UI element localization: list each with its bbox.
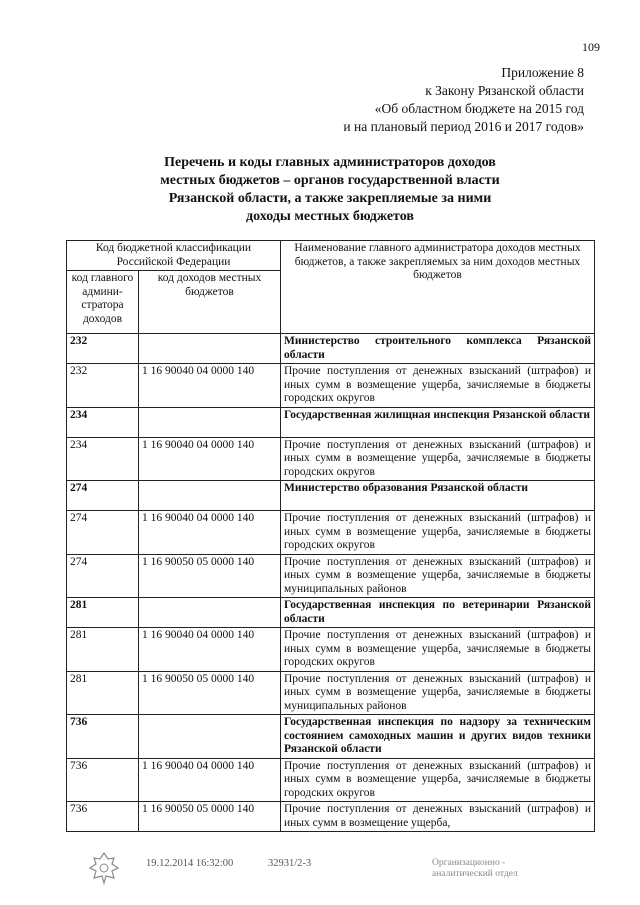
income-row — [67, 758, 595, 802]
income-code-cell: 1 16 90040 04 0000 140 — [139, 511, 281, 555]
income-code-cell — [139, 715, 281, 759]
appendix-line-3: «Об областном бюджете на 2015 год — [374, 101, 584, 116]
income-row — [67, 802, 595, 832]
income-code-cell — [139, 598, 281, 628]
footer-document-number: 32931/2-3 — [268, 858, 312, 869]
name-cell: Министерство образования Рязанской области — [281, 481, 595, 511]
footer-department-line-1: Организационно - — [432, 858, 506, 868]
header-income-code: код доходов местных бюджетов — [139, 271, 281, 334]
admin-code-cell: 281 — [67, 598, 139, 628]
income-code-cell: 1 16 90040 04 0000 140 — [139, 758, 281, 802]
admin-code-cell: 736 — [67, 758, 139, 802]
title-line-4: доходы местных бюджетов — [246, 209, 414, 224]
income-row — [67, 628, 595, 672]
title-line-1: Перечень и коды главных администраторов доходов — [164, 155, 496, 170]
table-body — [67, 334, 595, 832]
income-row — [67, 554, 595, 598]
income-code-cell: 1 16 90050 05 0000 140 — [139, 802, 281, 832]
administrator-row — [67, 334, 595, 364]
name-cell: Государственная жилищная инспекция Рязанской области — [281, 407, 595, 437]
admin-code-cell: 736 — [67, 802, 139, 832]
name-cell: Министерство строительного комплекса Рязанской области — [281, 334, 595, 364]
page-number: 109 — [582, 40, 600, 54]
admin-code-cell: 274 — [67, 554, 139, 598]
admin-code-cell: 736 — [67, 715, 139, 759]
admin-code-cell: 274 — [67, 481, 139, 511]
income-code-cell — [139, 334, 281, 364]
income-row — [67, 364, 595, 408]
name-cell: Прочие поступления от денежных взысканий (штрафов) и иных сумм в возмещение ущерба, зачисляемые в бюджеты городских округов — [281, 364, 595, 408]
appendix-reference — [343, 64, 584, 136]
admin-code-cell: 281 — [67, 628, 139, 672]
income-row — [67, 437, 595, 481]
name-cell: Прочие поступления от денежных взысканий (штрафов) и иных сумм в возмещение ущерба, зачисляемые в бюджеты муниципальных районов — [281, 554, 595, 598]
document-title — [120, 154, 540, 226]
income-code-cell: 1 16 90040 04 0000 140 — [139, 628, 281, 672]
admin-code-cell: 232 — [67, 364, 139, 408]
name-cell: Государственная инспекция по ветеринарии Рязанской области — [281, 598, 595, 628]
admin-code-cell: 274 — [67, 511, 139, 555]
footer-datetime: 19.12.2014 16:32:00 — [146, 858, 234, 869]
title-line-3: Рязанской области, а также закрепляемые за ними — [168, 191, 492, 206]
admin-code-cell: 232 — [67, 334, 139, 364]
name-cell: Прочие поступления от денежных взысканий (штрафов) и иных сумм в возмещение ущерба, — [281, 802, 595, 832]
admin-code-cell: 281 — [67, 671, 139, 715]
income-code-cell — [139, 407, 281, 437]
administrator-row — [67, 481, 595, 511]
income-code-cell: 1 16 90050 05 0000 140 — [139, 554, 281, 598]
name-cell: Прочие поступления от денежных взысканий (штрафов) и иных сумм в возмещение ущерба, зачисляемые в бюджеты городских округов — [281, 511, 595, 555]
footer-department — [432, 858, 518, 880]
income-row — [67, 511, 595, 555]
name-cell: Государственная инспекция по надзору за техническим состоянием самоходных машин и других видов техники Рязанской области — [281, 715, 595, 759]
appendix-line-1: Приложение 8 — [501, 65, 584, 80]
header-classification: Код бюджетной классификации Российской Федерации — [67, 241, 281, 271]
coat-of-arms-icon — [84, 850, 124, 886]
administrator-row — [67, 598, 595, 628]
appendix-line-4: и на плановый период 2016 и 2017 годов» — [343, 119, 584, 134]
income-code-cell: 1 16 90040 04 0000 140 — [139, 437, 281, 481]
income-code-cell: 1 16 90050 05 0000 140 — [139, 671, 281, 715]
income-row — [67, 671, 595, 715]
admin-code-cell: 234 — [67, 437, 139, 481]
admin-code-cell: 234 — [67, 407, 139, 437]
revenue-codes-table — [66, 240, 595, 832]
title-line-2: местных бюджетов – органов государственной власти — [160, 173, 500, 188]
income-code-cell: 1 16 90040 04 0000 140 — [139, 364, 281, 408]
name-cell: Прочие поступления от денежных взысканий (штрафов) и иных сумм в возмещение ущерба, зачисляемые в бюджеты городских округов — [281, 758, 595, 802]
administrator-row — [67, 715, 595, 759]
footer-department-line-2: аналитический отдел — [432, 869, 518, 879]
administrator-row — [67, 407, 595, 437]
name-cell: Прочие поступления от денежных взысканий (штрафов) и иных сумм в возмещение ущерба, зачисляемые в бюджеты городских округов — [281, 437, 595, 481]
table-header-row — [67, 241, 595, 271]
header-administrator-name: Наименование главного администратора доходов местных бюджетов, а также закрепляемых за ним доходов местных бюджетов — [281, 241, 595, 334]
appendix-line-2: к Закону Рязанской области — [425, 83, 584, 98]
header-admin-code: код главного админи-стратора доходов — [67, 271, 139, 334]
income-code-cell — [139, 481, 281, 511]
name-cell: Прочие поступления от денежных взысканий (штрафов) и иных сумм в возмещение ущерба, зачисляемые в бюджеты городских округов — [281, 628, 595, 672]
name-cell: Прочие поступления от денежных взысканий (штрафов) и иных сумм в возмещение ущерба, зачисляемые в бюджеты муниципальных районов — [281, 671, 595, 715]
